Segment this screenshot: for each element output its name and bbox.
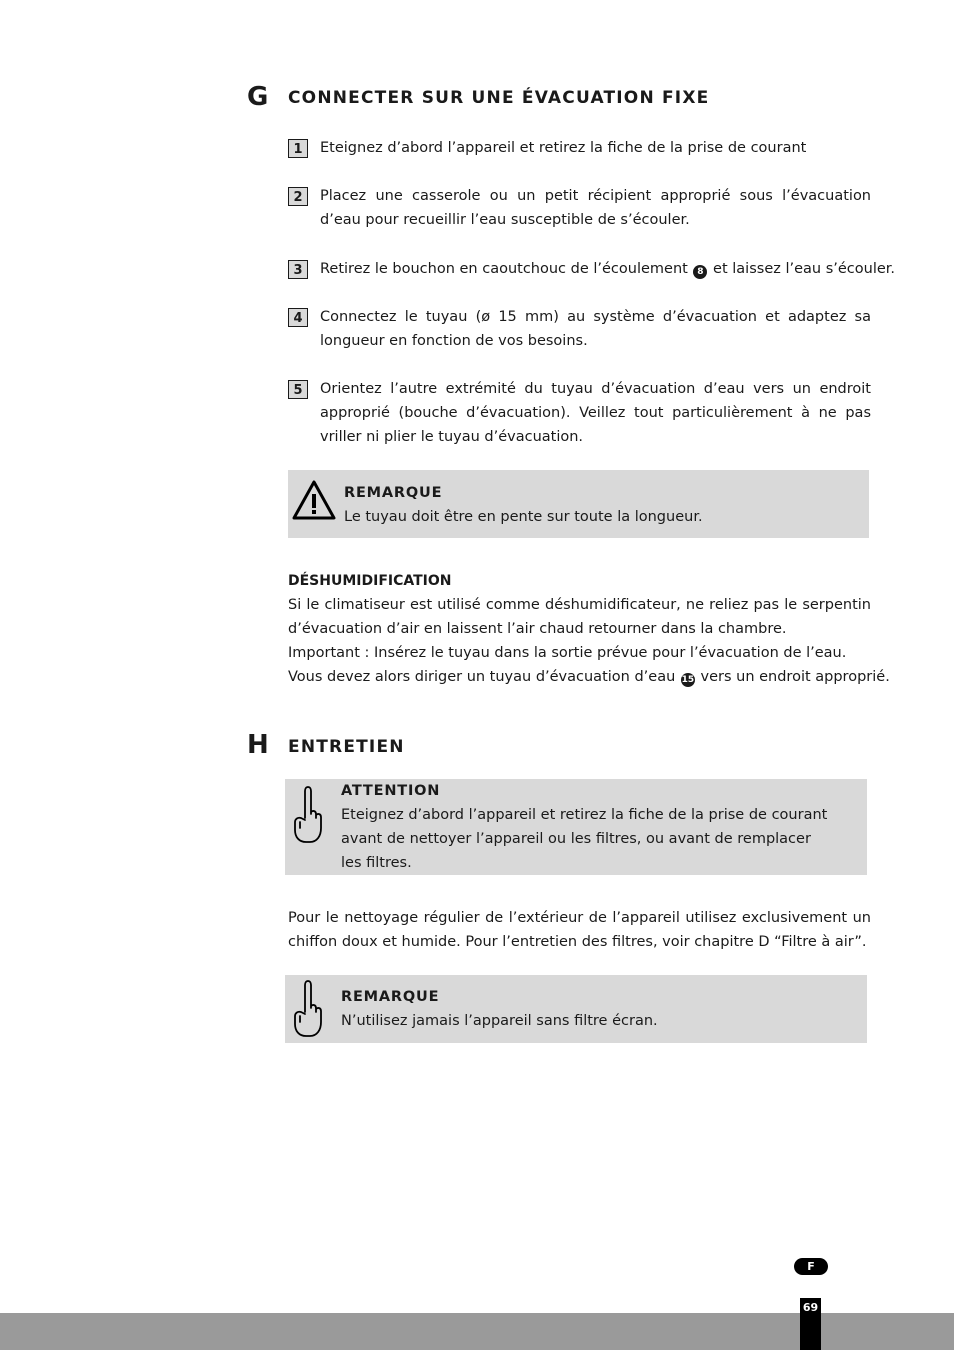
dehumidification-paragraph-2: Important : Insérez le tuyau dans la sortie prévue pour l’évacuation de l’eau. [288,645,847,661]
step-3-text-before: Retirez le bouchon en caoutchouc de l’écoulement [320,261,688,277]
part-reference-8: 8 [693,265,707,279]
attention-text: Eteignez d’abord l’appareil et retirez la fiche de la prise de courant avant de nettoyer l’appareil ou les filtres, ou avant de remplacer les filtres. [341,807,828,871]
dehumidification-paragraph-1: Si le climatiseur est utilisé comme déshumidificateur, ne reliez pas le serpentin d’évacuation d’air en laissent l’air chaud retourner dans la chambre. [288,597,871,637]
step-text-1: Eteignez d’abord l’appareil et retirez la fiche de la prise de courant [320,140,807,156]
note-text: N’utilisez jamais l’appareil sans filtre écran. [341,1013,658,1029]
step-text-3 [320,257,896,281]
step-number-2: 2 [288,187,308,206]
step-text-4: Connectez le tuyau (ø 15 mm) au système d’évacuation et adaptez sa longueur en fonction de vos besoins. [320,309,871,349]
step-text-2: Placez une casserole ou un petit récipient approprié sous l’évacuation d’eau pour recueillir l’eau susceptible de s’écouler. [320,188,871,228]
note-box-remarque-g [288,470,869,538]
note-text: Le tuyau doit être en pente sur toute la longueur. [344,509,703,525]
step-text-5: Orientez l’autre extrémité du tuyau d’évacuation d’eau vers un endroit approprié (bouche d’évacuation). Veillez tout particulièrement à ne pas vriller ni plier le tuyau d’évacuation. [320,381,871,445]
pointing-hand-icon [291,784,325,846]
step-number-3: 3 [288,260,308,279]
note-box-remarque-h [285,975,867,1043]
section-letter-g: G [247,82,269,112]
language-badge: F [794,1258,828,1275]
warning-triangle-icon [291,479,337,521]
step-number-4: 4 [288,308,308,327]
dehumidification-heading: DÉSHUMIDIFICATION [288,573,452,589]
step-number-5: 5 [288,380,308,399]
dehumid-text-before: Vous devez alors diriger un tuyau d’évacuation d’eau [288,669,676,685]
maintenance-paragraph: Pour le nettoyage régulier de l’extérieur de l’appareil utilisez exclusivement un chiffon doux et humide. Pour l’entretien des filtres, voir chapitre D “Filtre à air”. [288,910,871,950]
part-reference-15: 15 [681,675,695,685]
page-number: 69 [800,1298,821,1350]
note-title: REMARQUE [344,485,443,501]
section-title-g: CONNECTER SUR UNE ÉVACUATION FIXE [288,88,710,108]
attention-box [285,779,867,875]
step-number-1: 1 [288,139,308,158]
attention-title: ATTENTION [341,783,441,799]
dehumid-text-after: vers un endroit approprié. [700,669,890,685]
section-title-h: ENTRETIEN [288,737,405,757]
note-title: REMARQUE [341,989,440,1005]
pointing-hand-icon [291,978,325,1040]
dehumidification-paragraph-3 [288,665,890,689]
step-3-text-after: et laissez l’eau s’écouler. [713,261,896,277]
section-letter-h: H [247,730,269,760]
